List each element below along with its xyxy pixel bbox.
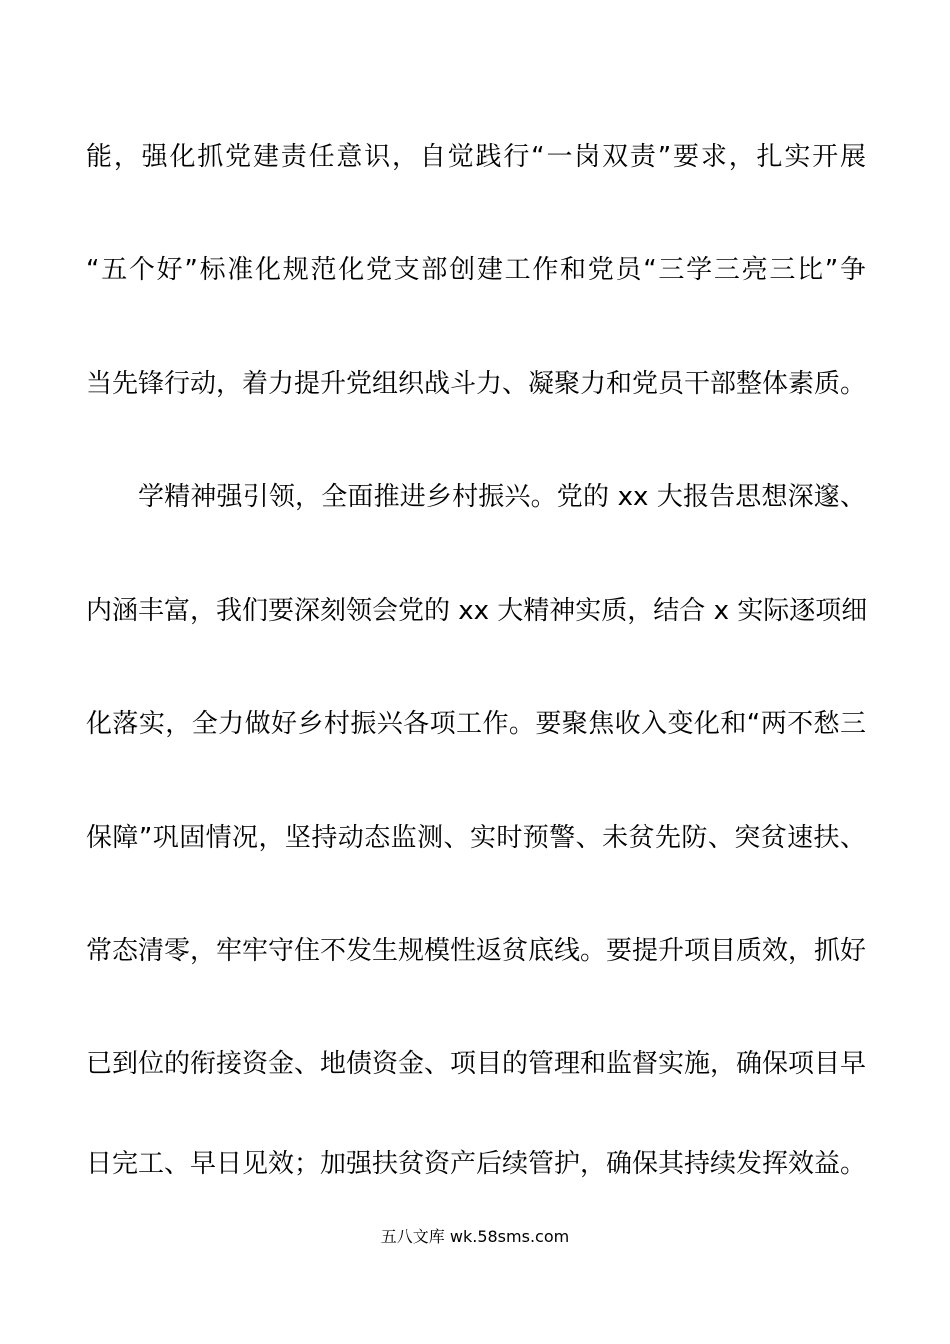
paragraph-first-line: 学精神强引领，全面推进乡村振兴。党的 xx 大报告思想深邃、 xyxy=(138,482,866,512)
body-text-line: 内涵丰富，我们要深刻领会党的 xx 大精神实质，结合 x 实际逐项细 xyxy=(86,596,868,626)
body-text-line: 日完工、早日见效；加强扶贫资产后续管护，确保其持续发挥效益。 xyxy=(86,1149,867,1179)
body-text-line: 当先锋行动，着力提升党组织战斗力、凝聚力和党员干部整体素质。 xyxy=(86,369,867,399)
body-text-line: 化落实，全力做好乡村振兴各项工作。要聚焦收入变化和“两不愁三 xyxy=(86,709,866,739)
body-text-line: 常态清零，牢牢守住不发生规模性返贫底线。要提升项目质效，抓好 xyxy=(86,936,867,966)
footer-watermark: 五八文库 wk.58sms.com xyxy=(380,1227,570,1246)
body-text-line: 能，强化抓党建责任意识，自觉践行“一岗双责”要求，扎实开展 xyxy=(86,142,866,172)
body-text-line: 保障”巩固情况，坚持动态监测、实时预警、未贫先防、突贫速扶、 xyxy=(86,823,866,853)
body-text-line: 已到位的衔接资金、地债资金、项目的管理和监督实施，确保项目早 xyxy=(86,1049,867,1079)
body-text-line: “五个好”标准化规范化党支部创建工作和党员“三学三亮三比”争 xyxy=(86,255,866,285)
